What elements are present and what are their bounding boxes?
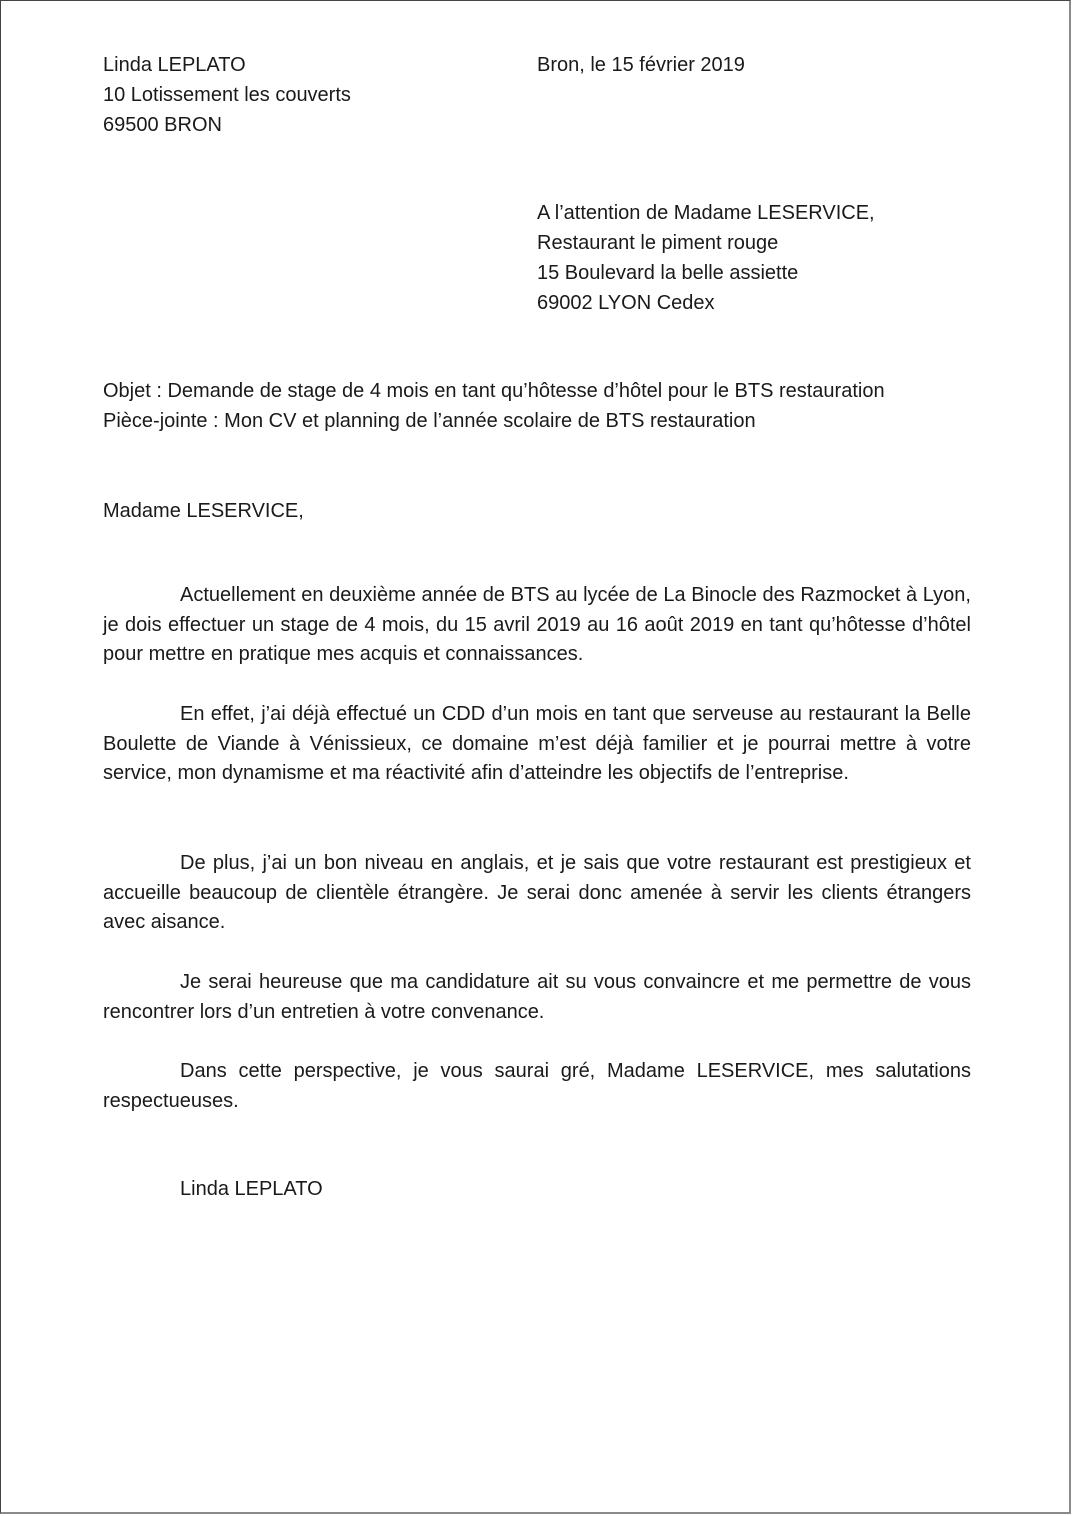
recipient-company: Restaurant le piment rouge bbox=[537, 232, 779, 254]
body-paragraph-1 bbox=[103, 581, 971, 670]
subject-attachment: Pièce-jointe : Mon CV et planning de l’année scolaire de BTS restauration bbox=[103, 410, 756, 432]
sender-address: 10 Lotissement les couverts bbox=[103, 84, 351, 106]
recipient-block bbox=[537, 198, 875, 318]
sender-name: Linda LEPLATO bbox=[103, 54, 246, 76]
subject-objet: Objet : Demande de stage de 4 mois en tant qu’hôtesse d’hôtel pour le BTS restauration bbox=[103, 380, 885, 402]
sender-city: 69500 BRON bbox=[103, 114, 222, 136]
sender-block bbox=[103, 50, 351, 140]
paragraph-text: Dans cette perspective, je vous saurai gré, Madame LESERVICE, mes salutations respectueuses. bbox=[103, 1060, 971, 1112]
body-paragraph-2 bbox=[103, 700, 971, 789]
body-paragraph-3 bbox=[103, 849, 971, 938]
signature: Linda LEPLATO bbox=[180, 1178, 323, 1200]
paragraph-text: En effet, j’ai déjà effectué un CDD d’un mois en tant que serveuse au restaurant la Belle Boulette de Viande à Vénissieux, ce domaine m’est déjà familier et je pourrai mettre à votre service, mon dynamisme et ma réactivité afin d’atteindre les objectifs de l’entreprise. bbox=[103, 703, 971, 785]
paragraph-text: De plus, j’ai un bon niveau en anglais, et je sais que votre restaurant est prestigieux et accueille beaucoup de clientèle étrangère. Je serai donc amenée à servir les clients étrangers avec aisance. bbox=[103, 852, 971, 934]
body-paragraph-5 bbox=[103, 1057, 971, 1116]
recipient-address: 15 Boulevard la belle assiette bbox=[537, 262, 799, 284]
subject-block bbox=[103, 376, 885, 436]
paragraph-text: Je serai heureuse que ma candidature ait su vous convaincre et me permettre de vous rencontrer lors d’un entretien à votre convenance. bbox=[103, 971, 971, 1023]
recipient-attention: A l’attention de Madame LESERVICE, bbox=[537, 202, 875, 224]
salutation: Madame LESERVICE, bbox=[103, 500, 304, 522]
paragraph-text: Actuellement en deuxième année de BTS au lycée de La Binocle des Razmocket à Lyon, je dois effectuer un stage de 4 mois, du 15 avril 2019 au 16 août 2019 en tant qu’hôtesse d’hôtel pour mettre en pratique mes acquis et connaissances. bbox=[103, 584, 971, 666]
body-paragraph-4 bbox=[103, 968, 971, 1027]
date-line: Bron, le 15 février 2019 bbox=[537, 54, 745, 76]
recipient-city: 69002 LYON Cedex bbox=[537, 292, 715, 314]
